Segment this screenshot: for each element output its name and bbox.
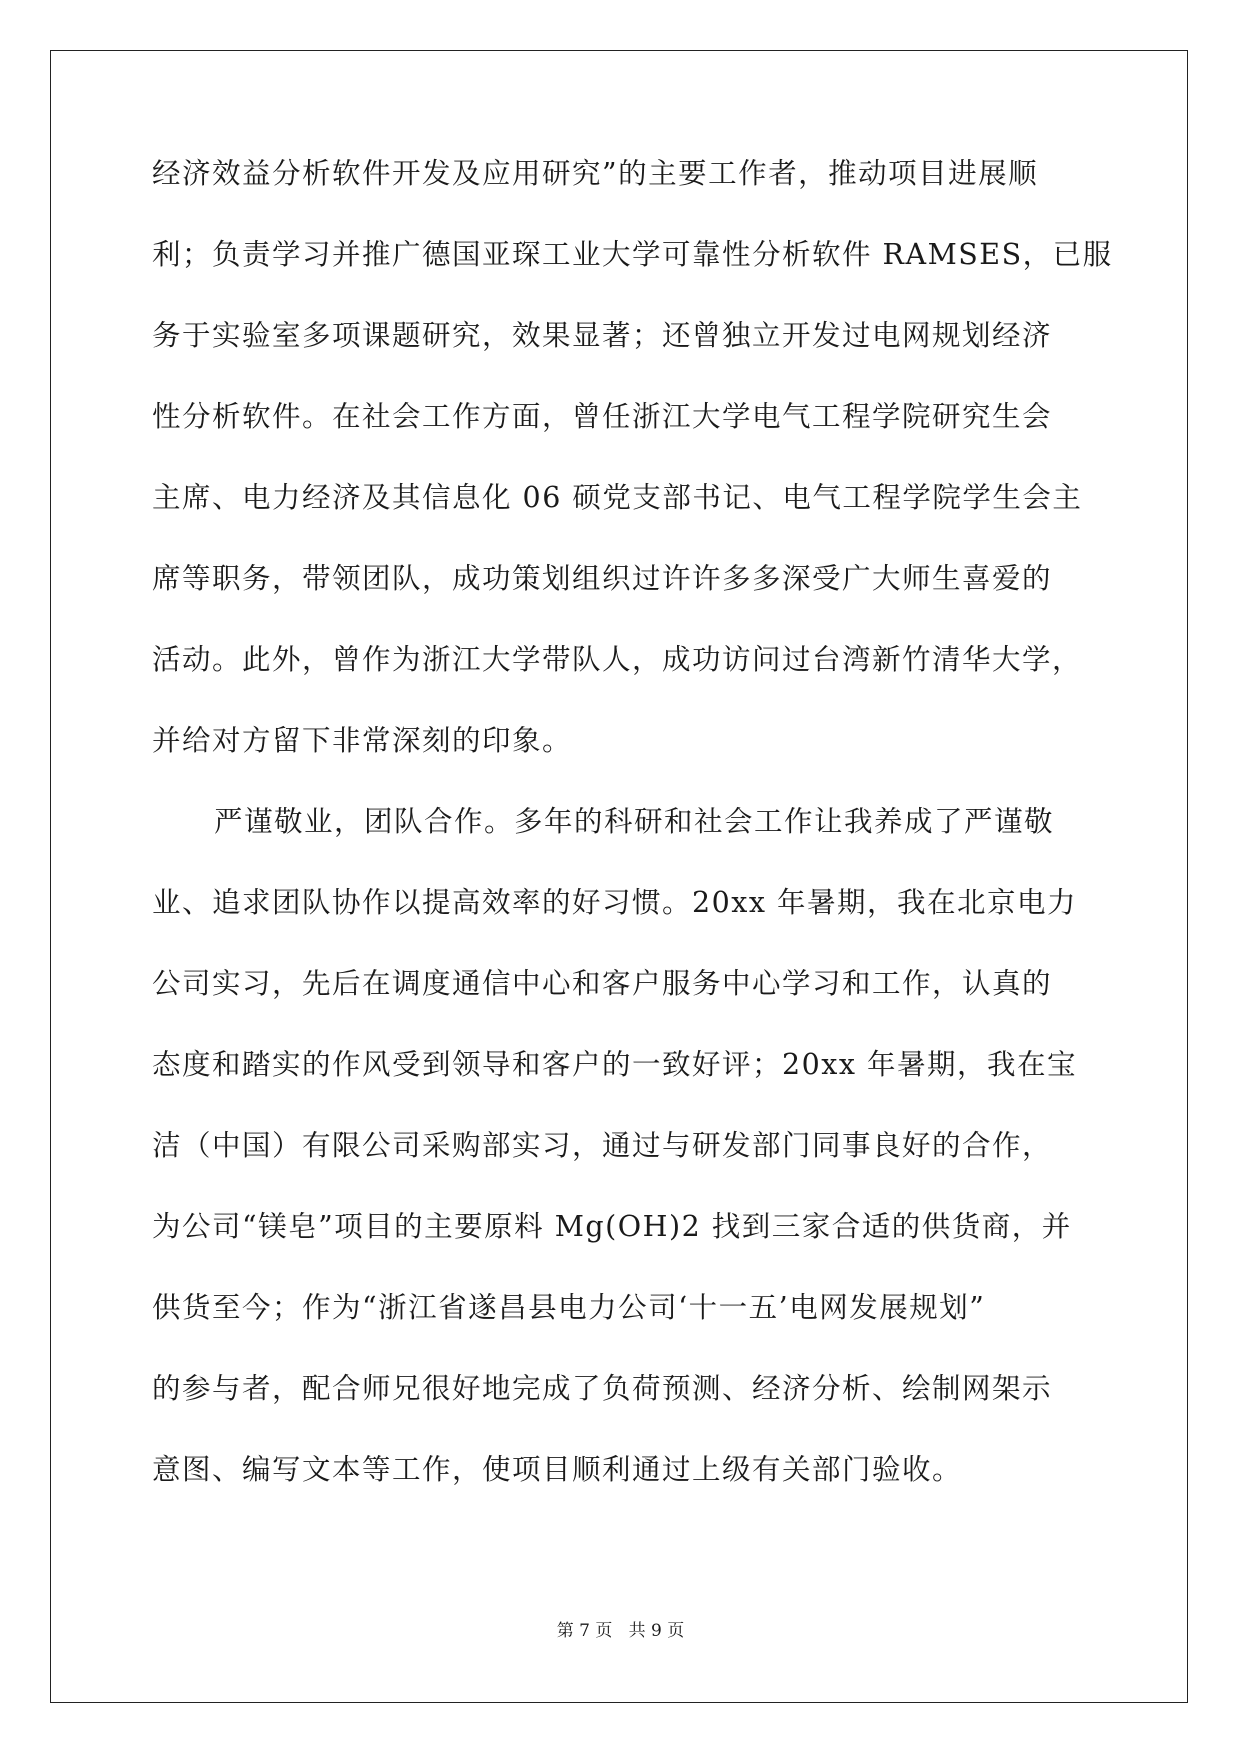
text-line: 业、追求团队协作以提高效率的好习惯。20xx 年暑期，我在北京电力 <box>152 886 1077 919</box>
text-line: 席等职务，带领团队，成功策划组织过许许多多深受广大师生喜爱的 <box>152 562 1053 595</box>
body-text <box>152 157 1113 1537</box>
text-line: 意图、编写文本等工作，使项目顺利通过上级有关部门验收。 <box>152 1453 963 1486</box>
text-line: 并给对方留下非常深刻的印象。 <box>152 724 573 757</box>
text-line: 洁（中国）有限公司采购部实习，通过与研发部门同事良好的合作， <box>152 1129 1053 1162</box>
page-number-footer: 第 7 页 共 9 页 <box>556 1621 685 1641</box>
text-line: 活动。此外，曾作为浙江大学带队人，成功访问过台湾新竹清华大学， <box>152 643 1083 676</box>
text-line: 主席、电力经济及其信息化 06 硕党支部书记、电气工程学院学生会主 <box>152 481 1083 514</box>
text-line: 经济效益分析软件开发及应用研究”的主要工作者，推动项目进展顺 <box>152 157 1039 190</box>
text-line: 供货至今；作为“浙江省遂昌县电力公司‘十一五’电网发展规划” <box>152 1291 986 1324</box>
paragraph-start-line: 严谨敬业，团队合作。多年的科研和社会工作让我养成了严谨敬 <box>214 805 1055 838</box>
text-line: 务于实验室多项课题研究，效果显著；还曾独立开发过电网规划经济 <box>152 319 1053 352</box>
text-line: 态度和踏实的作风受到领导和客户的一致好评；20xx 年暑期，我在宝 <box>152 1048 1077 1081</box>
text-line: 利；负责学习并推广德国亚琛工业大学可靠性分析软件 RAMSES，已服 <box>152 238 1113 271</box>
text-line: 的参与者，配合师兄很好地完成了负荷预测、经济分析、绘制网架示 <box>152 1372 1053 1405</box>
text-line: 公司实习，先后在调度通信中心和客户服务中心学习和工作，认真的 <box>152 967 1053 1000</box>
text-line: 为公司“镁皂”项目的主要原料 Mg(OH)2 找到三家合适的供货商，并 <box>152 1210 1072 1243</box>
text-line: 性分析软件。在社会工作方面，曾任浙江大学电气工程学院研究生会 <box>152 400 1053 433</box>
